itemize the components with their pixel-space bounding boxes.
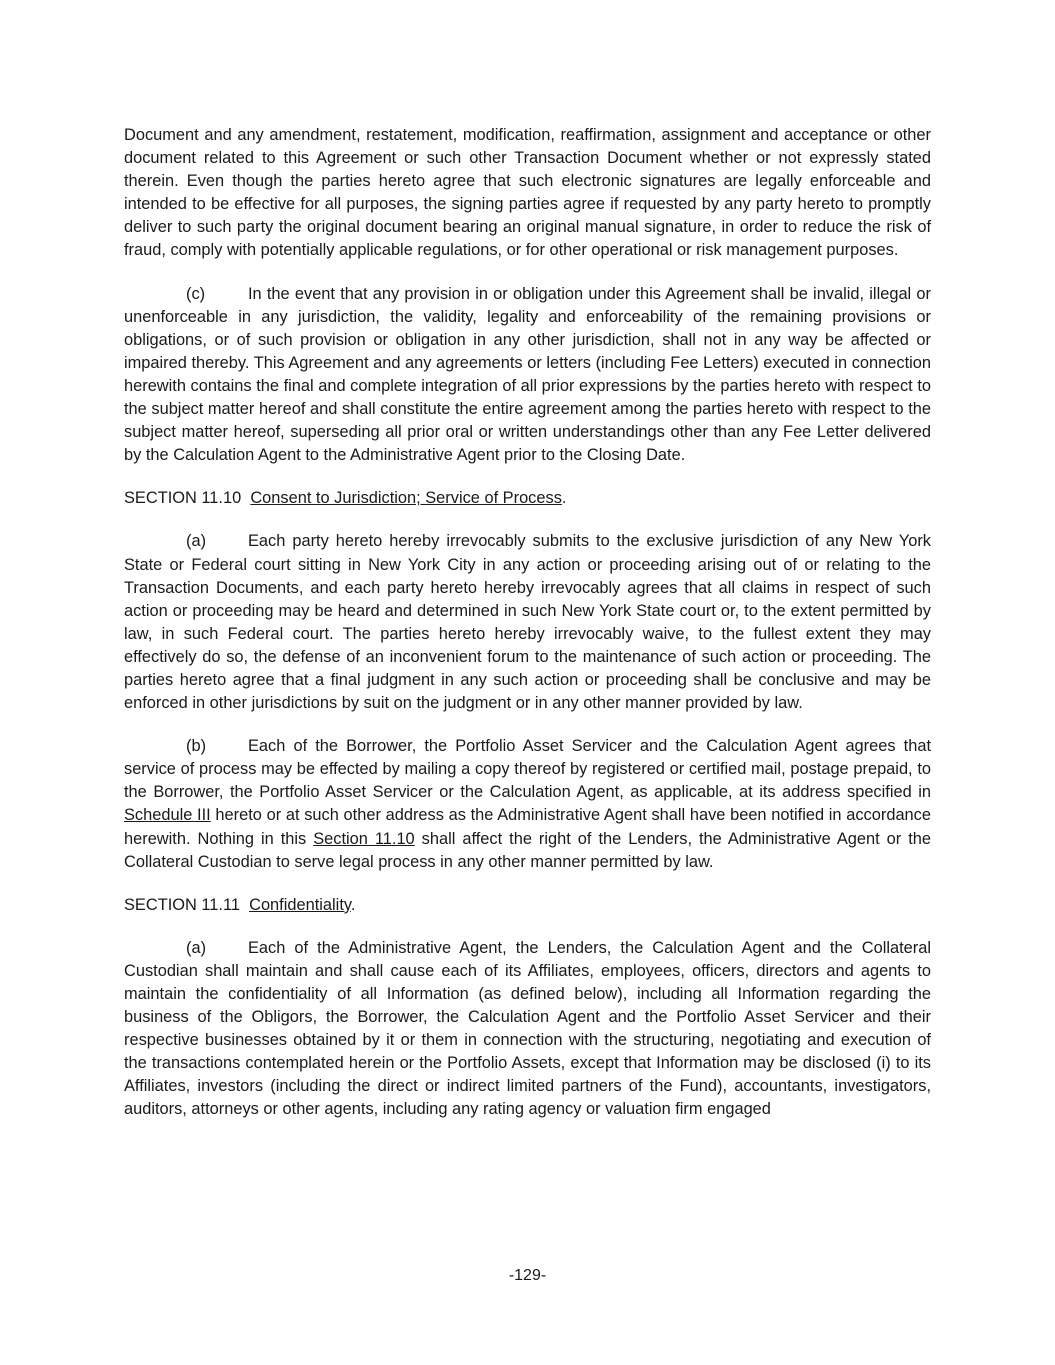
section-11-11-title-end: . <box>350 895 356 914</box>
section-11-10-title-end: . <box>561 489 567 508</box>
section-11-11-a-text: Each of the Administrative Agent, the Lenders, the Calculation Agent and the Collateral Custodian shall maintain and shall cause each of its Affiliates, employees, officers, directors and agents to maintain the confidentiality of all Information (as defined below), including all Information regarding the business of the Obligors, the Borrower, the Calculation Agent and the Portfolio Asset Servicer and their respective businesses obtained by it or them in connection with the structuring, negotiating and execution of the transactions contemplated herein or the Portfolio Assets, except that Information may be disclosed (i) to its Affiliates, investors (including the direct or indirect limited partners of the Fund), accountants, investigators, auditors, attorneys or other agents, including any rating agency or valuation firm engaged <box>124 938 931 1119</box>
section-11-10-b-text-3: shall affect the right of the Lenders, the Administrative Agent or the Collateral Custodian to serve legal process in any other manner permitted by law. <box>124 829 932 871</box>
section-11-10-number: SECTION 11.10 <box>124 489 242 508</box>
section-11-10-b-label: (b) <box>186 737 207 756</box>
section-11-10-a-label: (a) <box>186 532 207 551</box>
section-11-11-paragraph-a <box>124 937 931 1122</box>
section-11-10-b-text-1: Each of the Borrower, the Portfolio Asset Servicer and the Calculation Agent agrees that service of process may be effected by mailing a copy thereof by registered or certified mail, postage prepaid, to the Borrower, the Portfolio Asset Servicer or the Calculation Agent, as applicable, at its address specified in <box>124 737 931 802</box>
schedule-iii-reference: Schedule III <box>124 806 211 825</box>
section-11-10-paragraph-a <box>124 530 931 715</box>
document-page <box>124 124 931 1122</box>
section-11-10-heading <box>124 487 931 510</box>
section-11-11-number: SECTION 11.11 <box>124 895 240 914</box>
section-11-10-b-text-2: hereto or at such other address as the Administrative Agent shall have been notified in accordance herewith. Nothing in this <box>124 806 931 848</box>
section-11-10-a-text: Each party hereto hereby irrevocably submits to the exclusive jurisdiction of any New York State or Federal court sitting in New York City in any action or proceeding arising out of or relating to the Transaction Documents, and each party hereto hereby irrevocably agrees that all claims in respect of such action or proceeding may be heard and determined in such New York State court or, to the extent permitted by law, in such Federal court. The parties hereto hereby irrevocably waive, to the fullest extent they may effectively do so, the defense of an inconvenient forum to the maintenance of such action or proceeding. The parties hereto agree that a final judgment in any such action or proceeding shall be conclusive and may be enforced in other jurisdictions by suit on the judgment or in any other manner provided by law. <box>124 532 931 713</box>
paragraph-c-text: In the event that any provision in or obligation under this Agreement shall be invalid, illegal or unenforceable in any jurisdiction, the validity, legality and enforceability of the remaining provisions or obligations, or of such provision or obligation in any other jurisdiction, shall not in any way be affected or impaired thereby. This Agreement and any agreements or letters (including Fee Letters) executed in connection herewith contains the final and complete integration of all prior expressions by the parties hereto with respect to the subject matter hereof and shall constitute the entire agreement among the parties hereto with respect to the subject matter hereof, superseding all prior oral or written understandings other than any Fee Letter delivered by the Calculation Agent to the Administrative Agent prior to the Closing Date. <box>124 284 931 465</box>
paragraph-c <box>124 283 931 468</box>
section-11-11-a-label: (a) <box>186 938 207 957</box>
section-11-10-reference: Section 11.10 <box>313 829 415 848</box>
section-11-11-heading <box>124 894 931 917</box>
section-11-10-paragraph-b <box>124 735 931 874</box>
paragraph-c-label: (c) <box>186 284 206 303</box>
page-number: -129- <box>508 1267 547 1284</box>
intro-paragraph: Document and any amendment, restatement, modification, reaffirmation, assignment and acceptance or other document related to this Agreement or such other Transaction Document whether or not expressly stated therein. Even though the parties hereto agree that such electronic signatures are legally enforceable and intended to be effective for all purposes, the signing parties agree if requested by any party hereto to promptly deliver to such party the original document bearing an original manual signature, in order to reduce the risk of fraud, comply with potentially applicable regulations, or for other operational or risk management purposes. <box>124 126 931 260</box>
section-11-11-title: Confidentiality <box>249 895 351 914</box>
section-11-10-title: Consent to Jurisdiction; Service of Process <box>250 489 562 508</box>
